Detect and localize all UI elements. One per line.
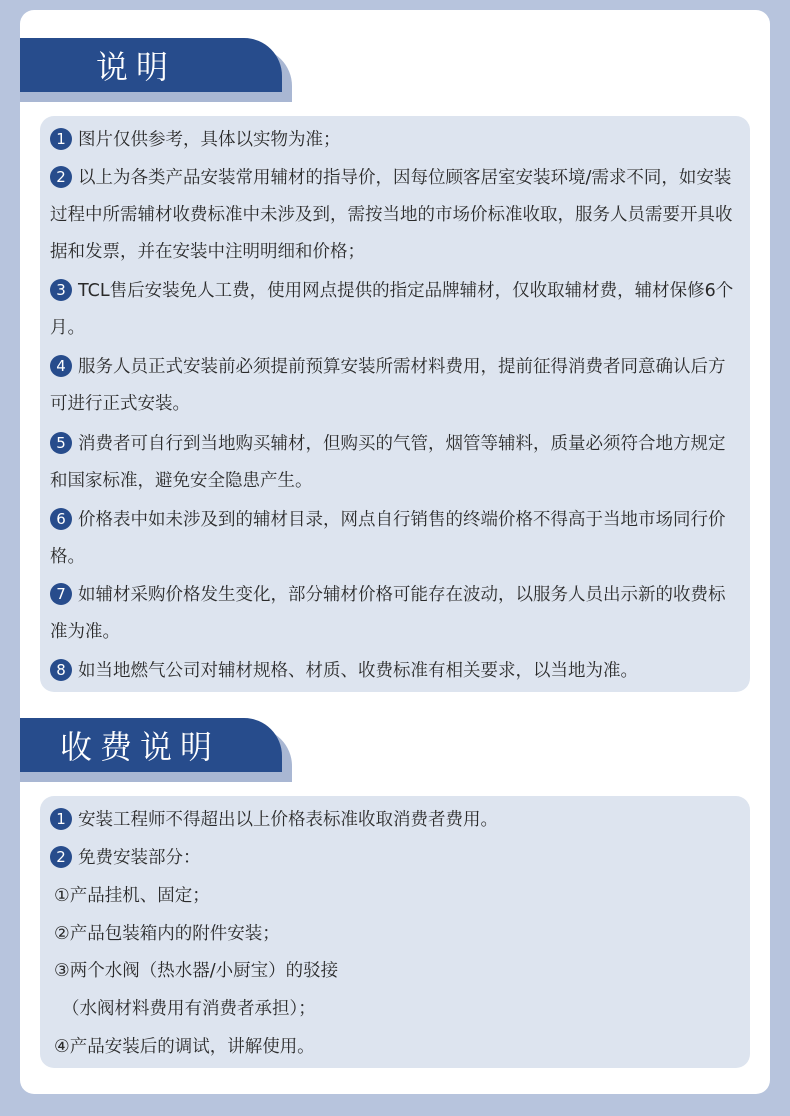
number-badge: 5 (50, 432, 72, 454)
list-item: 6 价格表中如未涉及到的辅材目录，网点自行销售的终端价格不得高于当地市场同行价格。 (50, 510, 726, 567)
list-item: 7 如辅材采购价格发生变化，部分辅材价格可能存在波动，以服务人员出示新的收费标准为准。 (50, 585, 726, 642)
number-badge: 2 (50, 846, 72, 868)
fees-panel (40, 796, 750, 1068)
sub-item: ②产品包装箱内的附件安装； (54, 924, 280, 944)
number-badge: 1 (50, 128, 72, 150)
number-badge: 2 (50, 166, 72, 188)
section-title-notes: 说明 (96, 48, 177, 86)
list-item: 1 图片仅供参考，具体以实物为准； (50, 122, 738, 159)
list-item: 5 消费者可自行到当地购买辅材，但购买的气管，烟管等辅料，质量必须符合地方规定和国家标准，避免安全隐患产生。 (50, 434, 726, 491)
number-badge: 4 (50, 355, 72, 377)
list-item: 3 TCL售后安装免人工费，使用网点提供的指定品牌辅材，仅收取辅材费，辅材保修6个月。 (50, 281, 734, 338)
sub-item: ①产品挂机、固定； (54, 886, 210, 906)
sub-item: ③两个水阀（热水器/小厨宝）的驳接 (54, 961, 339, 981)
list-item: 8 如当地燃气公司对辅材规格、材质、收费标准有相关要求，以当地为准。 (50, 653, 738, 690)
list-item: 2 免费安装部分： (50, 840, 738, 877)
sub-item: （水阀材料费用有消费者承担）； (62, 999, 316, 1019)
list-item: 1 安装工程师不得超出以上价格表标准收取消费者费用。 (50, 802, 738, 839)
number-badge: 3 (50, 279, 72, 301)
number-badge: 6 (50, 508, 72, 530)
list-item: 2 以上为各类产品安装常用辅材的指导价，因每位顾客居室安装环境/需求不同，如安装过程中所需辅材收费标准中未涉及到，需按当地的市场价标准收取，服务人员需要开具收据和发票，并在安装中注明明细和价格； (50, 168, 733, 262)
number-badge: 8 (50, 659, 72, 681)
notes-panel (40, 116, 750, 692)
sub-item: ④产品安装后的调试，讲解使用。 (54, 1037, 315, 1057)
number-badge: 1 (50, 808, 72, 830)
content-card (20, 10, 770, 1094)
number-badge: 7 (50, 583, 72, 605)
section-title-fees: 收费说明 (60, 728, 221, 766)
list-item: 4 服务人员正式安装前必须提前预算安装所需材料费用，提前征得消费者同意确认后方可进行正式安装。 (50, 357, 726, 414)
